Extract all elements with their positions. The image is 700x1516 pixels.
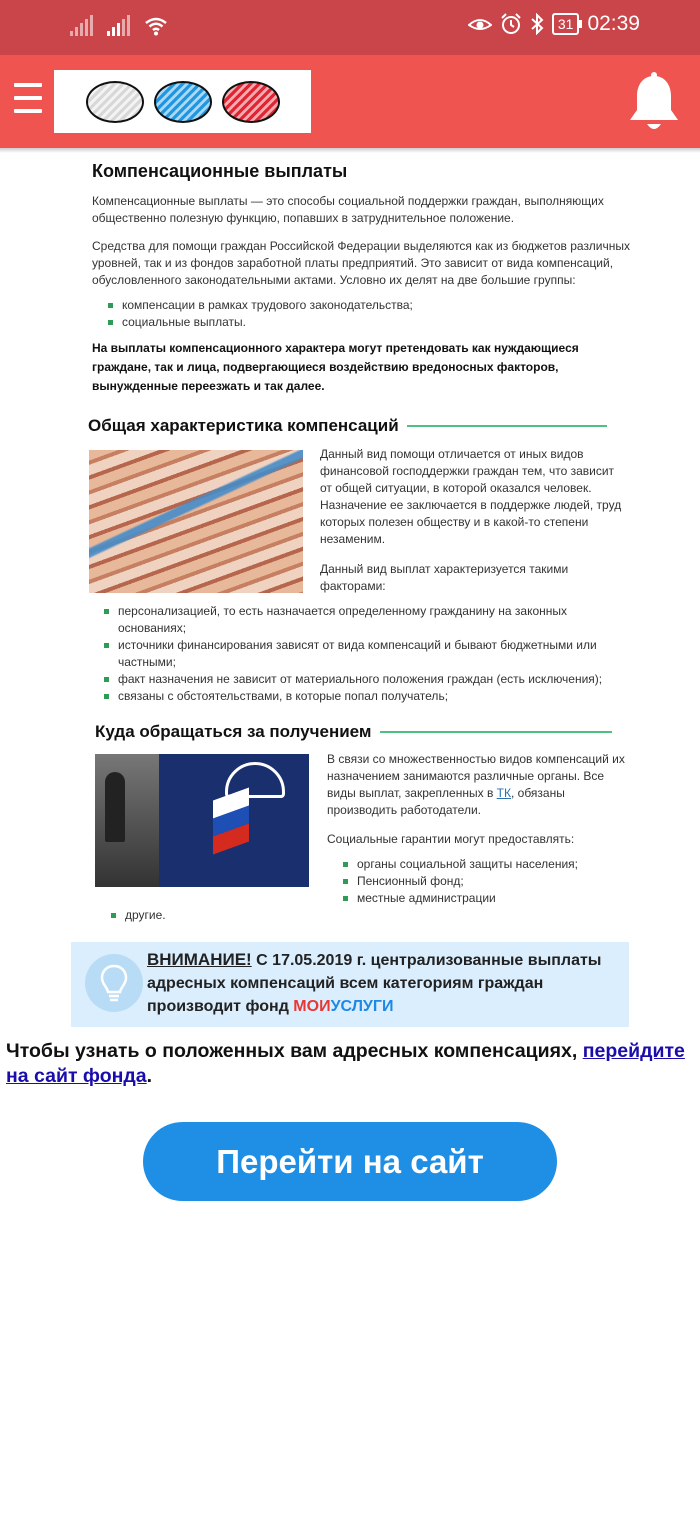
attention-text bbox=[147, 948, 627, 1018]
header-shadow bbox=[0, 148, 700, 153]
image-flag bbox=[213, 787, 249, 854]
hamburger-menu-icon[interactable] bbox=[14, 83, 42, 117]
paragraph-factors bbox=[320, 561, 568, 595]
list-item: связаны с обстоятельствами, в которые попал получатель; bbox=[104, 688, 602, 705]
list-item bbox=[104, 603, 602, 637]
app-header bbox=[0, 55, 700, 148]
paragraph-intro bbox=[92, 193, 604, 227]
text-line: назначением занимаются различные органы. Все bbox=[327, 769, 605, 783]
signal-icon bbox=[70, 14, 93, 36]
notice-line-3 bbox=[147, 995, 627, 1018]
wifi-icon bbox=[144, 16, 168, 36]
lightbulb-icon bbox=[85, 954, 143, 1012]
text-line: уровней, так и из фондов заработной платы предприятий. Это зависит от вида компенсаций, bbox=[92, 256, 614, 270]
text-line: основаниях; bbox=[118, 621, 187, 635]
text-line: Данный вид выплат характеризуется такими bbox=[320, 562, 569, 576]
section-title: Куда обращаться за получением bbox=[95, 722, 372, 741]
text-line: общественно полезную функцию, попавших в затруднительное положение. bbox=[92, 211, 515, 225]
bodies-list bbox=[343, 856, 578, 907]
text-line: которых полезен обществу и в какой-то степени bbox=[320, 515, 589, 529]
paragraph-general bbox=[320, 446, 621, 548]
paragraph-guarantees: Социальные гарантии могут предоставлять: bbox=[327, 832, 575, 846]
text-fragment: . bbox=[146, 1065, 153, 1087]
logo-oval-red bbox=[222, 81, 280, 123]
text-fragment: Чтобы узнать о положенных вам адресных компенсациях, bbox=[6, 1040, 583, 1062]
go-to-site-button[interactable]: Перейти на сайт bbox=[143, 1122, 557, 1201]
text-line: На выплаты компенсационного характера могут претендовать как нуждающиеся bbox=[92, 341, 579, 355]
bodies-list-continued bbox=[111, 907, 166, 924]
text-line: Данный вид помощи отличается от иных видов bbox=[320, 447, 584, 461]
fund-site-link[interactable]: перейдите на сайт фонда bbox=[6, 1040, 685, 1087]
text-fragment: виды выплат, закрепленных в bbox=[327, 786, 497, 800]
text-line: Назначение ее заключается в поддержке людей, труд bbox=[320, 498, 622, 512]
eye-icon bbox=[468, 15, 492, 33]
paragraph-funding bbox=[92, 238, 630, 289]
text-line: В связи со множественностью видов компенсаций их bbox=[327, 752, 625, 766]
signal-icon-2 bbox=[107, 14, 130, 36]
list-item: факт назначения не зависит от материального положения граждан (есть исключения); bbox=[104, 671, 602, 688]
text-line: граждане, так и лица, подвергающиеся воздействию вредоносных факторов, bbox=[92, 360, 559, 374]
heading-divider bbox=[407, 425, 607, 427]
clock: 02:39 bbox=[587, 12, 640, 35]
heading-divider bbox=[380, 731, 612, 733]
text-line: Средства для помощи граждан Российской Федерации выделяются как из бюджетов различных bbox=[92, 239, 631, 253]
tk-link[interactable]: ТК bbox=[496, 786, 511, 800]
text-line: факторами: bbox=[320, 579, 386, 593]
logo-oval-white bbox=[86, 81, 144, 123]
cta-paragraph bbox=[6, 1039, 696, 1089]
battery-icon: 31 bbox=[552, 13, 580, 35]
notice-line-2: адресных компенсаций всем категориям граждан bbox=[147, 975, 544, 992]
section-title: Общая характеристика компенсаций bbox=[88, 416, 399, 435]
text-line: персонализацией, то есть назначается определенному гражданину на законных bbox=[118, 604, 568, 618]
brand-uslugi: УСЛУГИ bbox=[330, 998, 394, 1015]
brand-moi: МОИ bbox=[293, 998, 331, 1015]
money-pen-image bbox=[89, 450, 303, 593]
list-item: Пенсионный фонд; bbox=[343, 873, 578, 890]
pension-fund-image bbox=[95, 754, 309, 887]
attention-banner[interactable] bbox=[71, 942, 629, 1027]
text-fragment: , обязаны bbox=[510, 786, 565, 800]
text-line: незаменим. bbox=[320, 532, 386, 546]
text-line: Компенсационные выплаты — это способы социальной поддержки граждан, выполняющих bbox=[92, 194, 604, 208]
site-logo[interactable] bbox=[54, 70, 311, 133]
list-item: другие. bbox=[111, 907, 166, 924]
bluetooth-icon bbox=[530, 13, 544, 35]
image-person bbox=[105, 772, 125, 842]
text-line: финансовой господдержки граждан тем, что зависит bbox=[320, 464, 615, 478]
bell-icon[interactable] bbox=[627, 72, 681, 134]
alarm-icon bbox=[500, 13, 522, 35]
text-line: источники финансирования зависят от вида компенсаций и бывают бюджетными или bbox=[118, 638, 597, 652]
text-line: производить работодатели. bbox=[327, 803, 481, 817]
status-bar bbox=[0, 0, 700, 55]
list-item: компенсации в рамках трудового законодательства; bbox=[108, 297, 413, 314]
list-item: органы социальной защиты населения; bbox=[343, 856, 578, 873]
section-heading-where bbox=[95, 722, 612, 742]
list-item bbox=[104, 637, 602, 671]
list-item: социальные выплаты. bbox=[108, 314, 413, 331]
notice-line-1 bbox=[147, 948, 627, 972]
section-heading-general bbox=[88, 416, 607, 436]
groups-list bbox=[108, 297, 413, 331]
text-line: обусловленного законодательными актами. Условно их делят на две большие группы: bbox=[92, 273, 576, 287]
text-line bbox=[327, 785, 625, 802]
paragraph-where bbox=[327, 751, 625, 819]
text-line: частными; bbox=[118, 655, 176, 669]
text-line: вынужденные переезжать и так далее. bbox=[92, 379, 325, 393]
text-fragment: С 17.05.2019 г. централизованные выплаты bbox=[251, 952, 602, 969]
text-fragment: производит фонд bbox=[147, 998, 294, 1015]
section-title-compensation: Компенсационные выплаты bbox=[92, 161, 348, 181]
list-item: местные администрации bbox=[343, 890, 578, 907]
status-left bbox=[70, 14, 168, 36]
logo-oval-blue bbox=[154, 81, 212, 123]
status-right bbox=[468, 12, 640, 36]
attention-label: ВНИМАНИЕ! bbox=[147, 950, 252, 969]
factors-list bbox=[104, 603, 602, 705]
bold-paragraph bbox=[92, 339, 579, 396]
text-line: от общей ситуации, в которой оказался человек. bbox=[320, 481, 592, 495]
